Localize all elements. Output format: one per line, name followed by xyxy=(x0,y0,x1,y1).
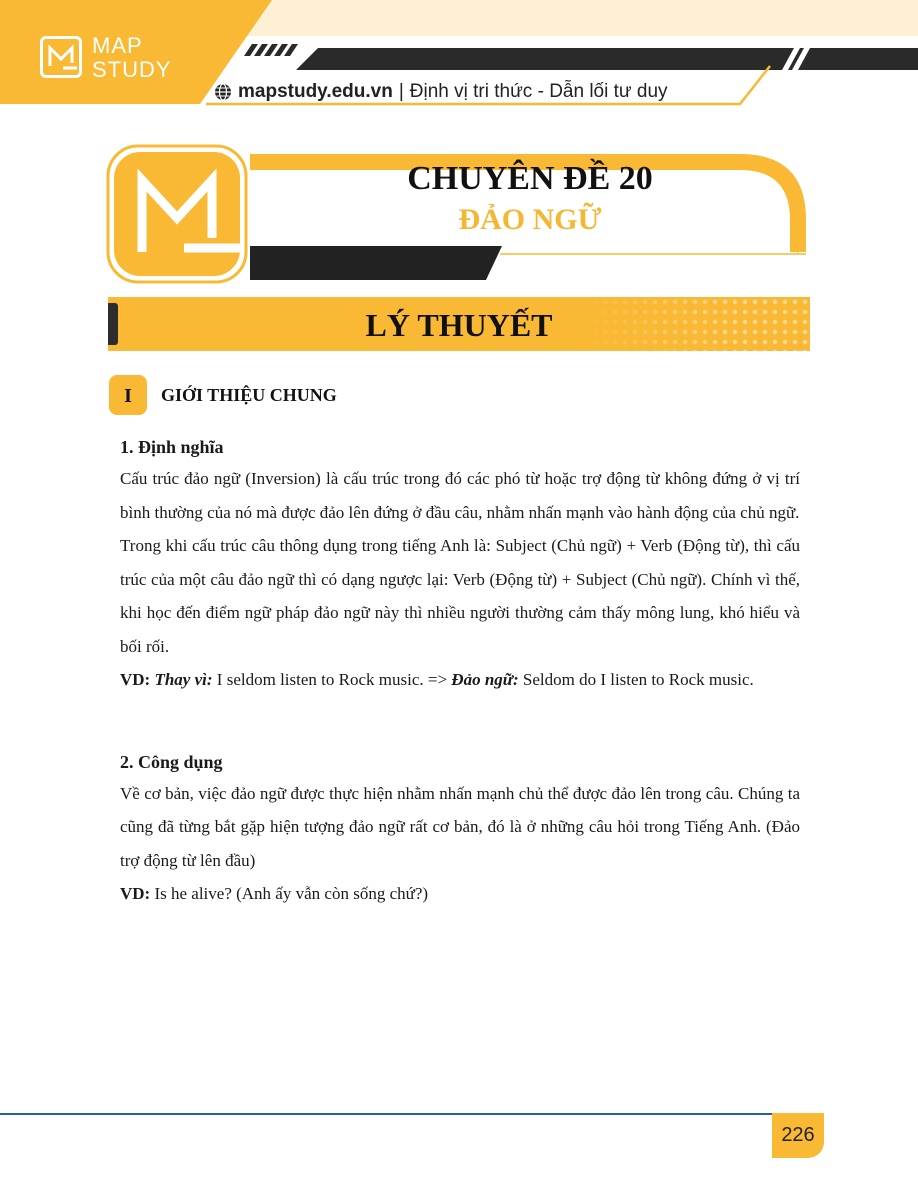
site-line xyxy=(214,78,668,106)
definition-paragraph-1: Cấu trúc đảo ngữ (Inversion) là cấu trúc trong đó các phó từ hoặc trợ động từ không đứng ở vị trí bình thường của nó mà được đảo lên đứng ở đầu câu, nhằm nhấn mạnh vào hành động của chủ ngữ. xyxy=(120,469,800,522)
example-instead-text: I seldom listen to Rock music. => xyxy=(216,670,448,689)
chapter-number: CHUYÊN ĐỀ 20 xyxy=(407,160,653,197)
logo-wordmark xyxy=(92,34,172,82)
usage-example-label: VD: xyxy=(120,884,151,903)
section-badge: I xyxy=(109,375,147,415)
usage-example xyxy=(120,877,800,911)
site-slogan: Định vị tri thức - Dẫn lối tư duy xyxy=(409,81,668,102)
example-inverted-label: Đảo ngữ: xyxy=(451,670,519,689)
logo-mark xyxy=(40,36,82,78)
section-content xyxy=(120,432,800,911)
definition-example xyxy=(120,663,800,697)
page-number: 226 xyxy=(772,1113,824,1158)
usage-example-text: Is he alive? (Anh ấy vẫn còn sống chứ?) xyxy=(154,884,429,903)
example-label: VD: xyxy=(120,670,151,689)
subheading-usage: 2. Công dụng xyxy=(120,751,223,772)
footer-rule xyxy=(0,1113,775,1115)
site-url[interactable]: mapstudy.edu.vn xyxy=(238,81,393,102)
logo-line-1: MAP xyxy=(92,33,143,58)
definition-paragraph-2: Trong khi cấu trúc câu thông dụng trong tiếng Anh là: Subject (Chủ ngữ) + Verb (Động từ), thì cấu trúc của một câu đảo ngữ thì có dạng ngược lại: Verb (Động từ) + Subject (Chủ ngữ). Chính vì thế, khi học đến điểm ngữ pháp đảo ngữ này thì nhiều người thường cảm thấy mông lung, khó hiểu và bối rối. xyxy=(120,536,800,656)
logo-line-2: STUDY xyxy=(92,57,172,82)
chapter-title: ĐẢO NGỮ xyxy=(458,203,602,236)
subheading-definition: 1. Định nghĩa xyxy=(120,437,224,457)
theory-banner xyxy=(108,297,810,351)
logo-m-icon xyxy=(43,39,79,75)
usage-paragraph: Về cơ bản, việc đảo ngữ được thực hiện nhằm nhấn mạnh chủ thể được đảo lên trong câu. Chúng ta cũng đã từng bắt gặp hiện tượng đảo ngữ rất cơ bản, đó là ở những câu hỏi trong Tiếng Anh. (Đảo trợ động từ lên đầu) xyxy=(120,783,800,870)
example-instead-label: Thay vì: xyxy=(154,670,213,689)
globe-icon xyxy=(214,83,232,101)
site-separator: | xyxy=(398,81,404,102)
section-title: GIỚI THIỆU CHUNG xyxy=(161,385,337,405)
theory-label: LÝ THUYẾT xyxy=(365,307,553,343)
example-inverted-text: Seldom do I listen to Rock music. xyxy=(522,670,754,689)
theory-banner-edge xyxy=(108,303,118,345)
